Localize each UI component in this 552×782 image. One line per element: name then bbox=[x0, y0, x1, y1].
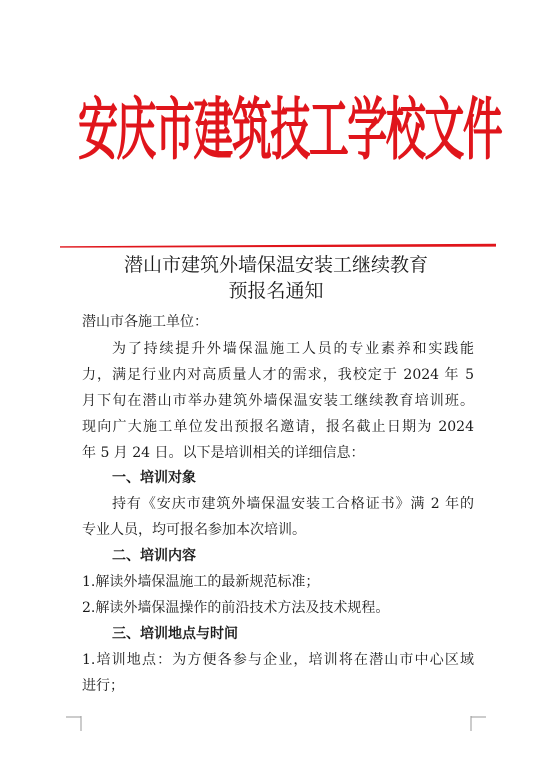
section-2-line-2: 2.解读外墙保温操作的前沿技术方法及技术规程。 bbox=[82, 600, 390, 616]
page-corner-mark-right bbox=[470, 716, 486, 732]
section-3-line-1: 1.培训地点：为方便各参与企业，培训将在潜山市中心区域 bbox=[82, 652, 474, 668]
header-red-rule bbox=[60, 243, 496, 248]
section-1-line-1: 持有《安庆市建筑外墙保温安装工合格证书》满 2 年的 bbox=[112, 496, 474, 512]
notice-title-line-2: 预报名通知 bbox=[228, 280, 324, 302]
section-3-line-2: 进行； bbox=[82, 678, 124, 694]
section-heading-training-target: 一、培训对象 bbox=[112, 470, 196, 486]
section-heading-location-time: 三、培训地点与时间 bbox=[112, 626, 238, 642]
page-corner-mark-left bbox=[66, 716, 82, 732]
notice-title-line-1: 潜山市建筑外墙保温安装工继续教育 bbox=[123, 254, 428, 276]
section-1-line-2: 专业人员，均可报名参加本次培训。 bbox=[82, 522, 306, 538]
section-heading-training-content: 二、培训内容 bbox=[112, 548, 196, 564]
document-header-title: 安庆市建筑技工学校文件 bbox=[78, 89, 502, 169]
salutation: 潜山市各施工单位： bbox=[82, 314, 208, 330]
intro-line-3: 月下旬在潜山市举办建筑外墙保温安装工继续教育培训班。 bbox=[82, 393, 474, 409]
section-2-line-1: 1.解读外墙保温施工的最新规范标准； bbox=[82, 574, 320, 590]
intro-line-2: 力，满足行业内对高质量人才的需求，我校定于 2024 年 5 bbox=[82, 367, 474, 383]
intro-line-4: 现向广大施工单位发出预报名邀请，报名截止日期为 2024 bbox=[82, 419, 474, 435]
intro-line-5: 年 5 月 24 日。以下是培训相关的详细信息： bbox=[82, 445, 365, 461]
intro-line-1: 为了持续提升外墙保温施工人员的专业素养和实践能 bbox=[112, 341, 474, 357]
